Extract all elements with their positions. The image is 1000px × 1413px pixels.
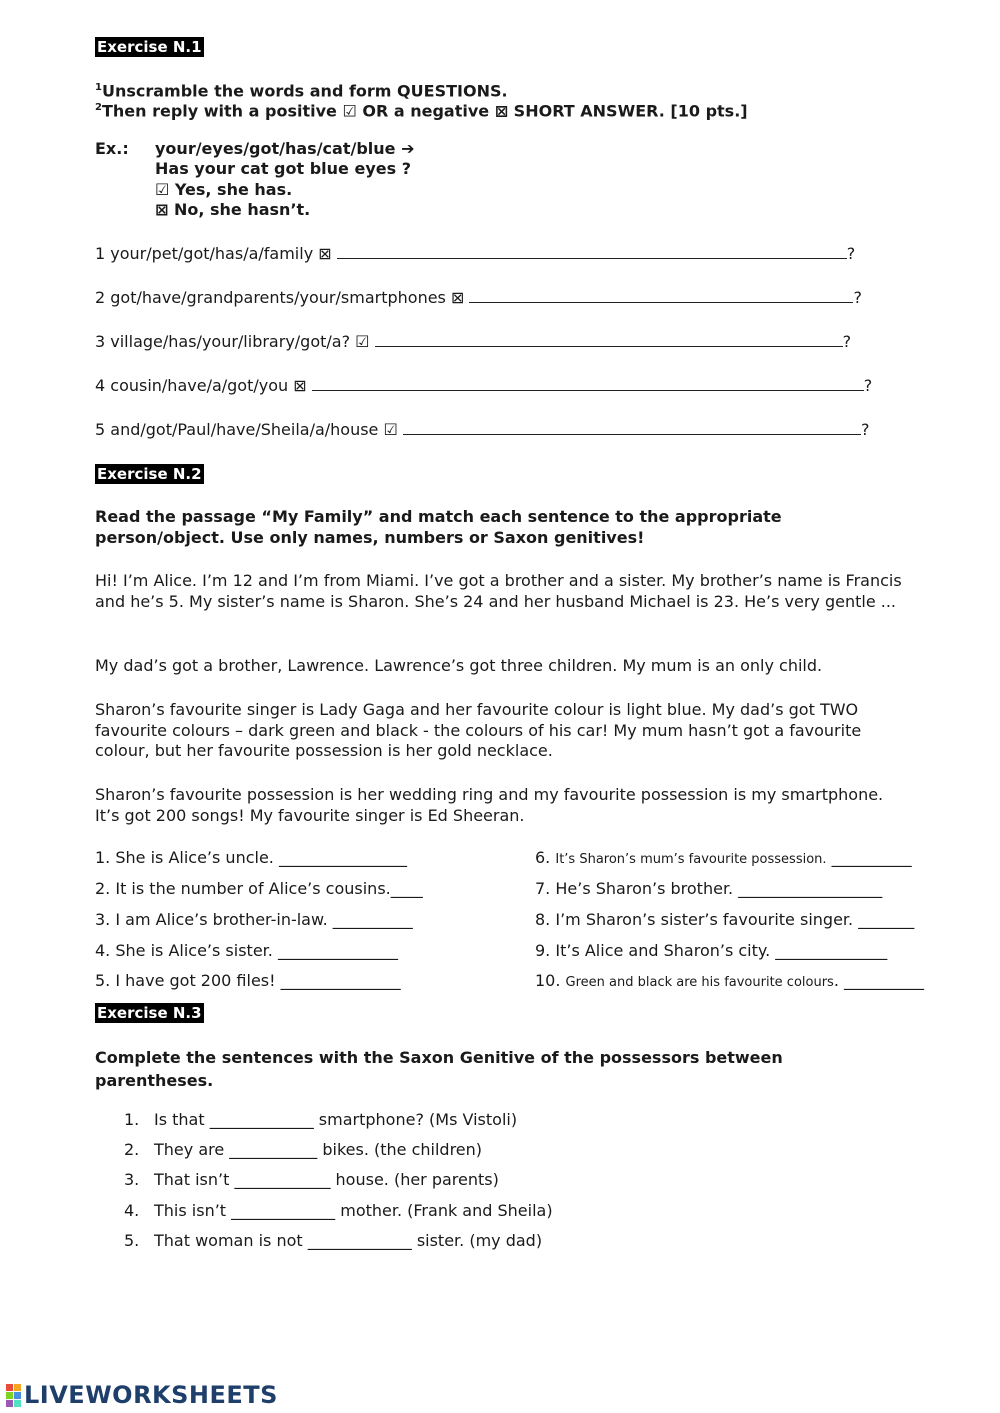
saxon-item-3[interactable]: 3. That isn’t ____________ house. (her parents) bbox=[124, 1170, 499, 1189]
exercise-1-heading: Exercise N.1 bbox=[97, 38, 202, 56]
logo-text: LIVEWORKSHEETS bbox=[24, 1381, 278, 1409]
ex1-item-2: 2 got/have/grandparents/your/smartphones ⊠ ? bbox=[95, 288, 862, 307]
saxon-item-4[interactable]: 4. This isn’t _____________ mother. (Frank and Sheila) bbox=[124, 1201, 553, 1220]
ex1-item-5: 5 and/got/Paul/have/Sheila/a/house ☑ ? bbox=[95, 420, 870, 439]
match-item-2[interactable]: 2. It is the number of Alice’s cousins.____ bbox=[95, 879, 423, 898]
match-item-7[interactable]: 7. He’s Sharon’s brother. __________________ bbox=[535, 879, 883, 898]
answer-blank[interactable] bbox=[337, 243, 847, 259]
saxon-item-1[interactable]: 1. Is that _____________ smartphone? (Ms Vistoli) bbox=[124, 1110, 518, 1129]
match-item-10[interactable]: 10. Green and black are his favourite colours. __________ bbox=[535, 971, 924, 990]
match-item-6[interactable]: 6. It’s Sharon’s mum’s favourite possession. __________ bbox=[535, 848, 912, 867]
example-question: Has your cat got blue eyes ? bbox=[155, 159, 411, 178]
match-item-8[interactable]: 8. I’m Sharon’s sister’s favourite singer. _______ bbox=[535, 910, 915, 929]
positive-check-icon: ☑ bbox=[355, 332, 370, 351]
match-item-3[interactable]: 3. I am Alice’s brother-in-law. __________ bbox=[95, 910, 413, 929]
logo-blocks-icon bbox=[6, 1384, 21, 1407]
ex1-item-3: 3 village/has/your/library/got/a? ☑ ? bbox=[95, 332, 852, 351]
example-scrambled: your/eyes/got/has/cat/blue ➔ bbox=[155, 139, 415, 158]
example-positive: ☑ Yes, she has. bbox=[155, 180, 293, 199]
passage-paragraph-3: Sharon’s favourite singer is Lady Gaga and her favourite colour is light blue. My dad’s got TWO favourite colours – dark green and black - the colours of his car! My mum hasn’t got a favourite colour, but her favourite possession is her gold necklace. bbox=[95, 700, 862, 760]
match-item-9[interactable]: 9. It’s Alice and Sharon’s city. ______________ bbox=[535, 941, 888, 960]
answer-blank[interactable] bbox=[403, 419, 861, 435]
saxon-item-5[interactable]: 5. That woman is not _____________ sister. (my dad) bbox=[124, 1231, 543, 1250]
ex1-instruction-2: $^2$Then reply with a positive ☑ OR a negative ⊠ SHORT ANSWER. [10 pts.] bbox=[95, 101, 748, 121]
answer-blank[interactable] bbox=[312, 375, 864, 391]
passage-paragraph-2: My dad’s got a brother, Lawrence. Lawrence’s got three children. My mum is an only child. bbox=[95, 656, 823, 675]
negative-box-icon: ⊠ bbox=[450, 288, 465, 307]
exercise-2-heading: Exercise N.2 bbox=[97, 465, 202, 483]
negative-box-icon: ⊠ bbox=[293, 376, 307, 395]
match-item-1[interactable]: 1. She is Alice’s uncle. ________________ bbox=[95, 848, 407, 867]
arrow-icon: ➔ bbox=[401, 139, 415, 158]
negative-box-icon: ⊠ bbox=[318, 244, 332, 263]
match-item-5[interactable]: 5. I have got 200 files! _______________ bbox=[95, 971, 401, 990]
answer-blank[interactable] bbox=[469, 287, 853, 303]
ex1-instruction-1: $^1$Unscramble the words and form QUESTIONS. bbox=[95, 81, 508, 101]
passage-paragraph-1: Hi! I’m Alice. I’m 12 and I’m from Miami. I’ve got a brother and a sister. My brother’s name is Francis and he’s 5. My sister’s name is Sharon. She’s 24 and her husband Michael is 23. He’s very gentle ... bbox=[95, 571, 902, 611]
example-negative: ⊠ No, she hasn’t. bbox=[155, 200, 311, 219]
passage-paragraph-4: Sharon’s favourite possession is her wedding ring and my favourite possession is my smartphone. It’s got 200 songs! My favourite singer is Ed Sheeran. bbox=[95, 785, 884, 825]
match-item-4[interactable]: 4. She is Alice’s sister. _______________ bbox=[95, 941, 398, 960]
ex1-item-4: 4 cousin/have/a/got/you ⊠ ? bbox=[95, 376, 873, 395]
example-label: Ex.: bbox=[95, 139, 129, 158]
positive-check-icon: ☑ bbox=[383, 420, 398, 439]
answer-blank[interactable] bbox=[375, 331, 843, 347]
ex2-instruction: Read the passage “My Family” and match each sentence to the appropriate person/object. Use only names, numbers or Saxon genitives! bbox=[95, 507, 782, 547]
ex1-item-1: 1 your/pet/got/has/a/family ⊠ ? bbox=[95, 244, 856, 263]
exercise-3-heading: Exercise N.3 bbox=[97, 1004, 202, 1022]
saxon-item-2[interactable]: 2. They are ___________ bikes. (the children) bbox=[124, 1140, 483, 1159]
liveworksheets-logo[interactable] bbox=[6, 1381, 278, 1409]
ex3-instruction: Complete the sentences with the Saxon Genitive of the possessors between parentheses. bbox=[95, 1048, 783, 1090]
